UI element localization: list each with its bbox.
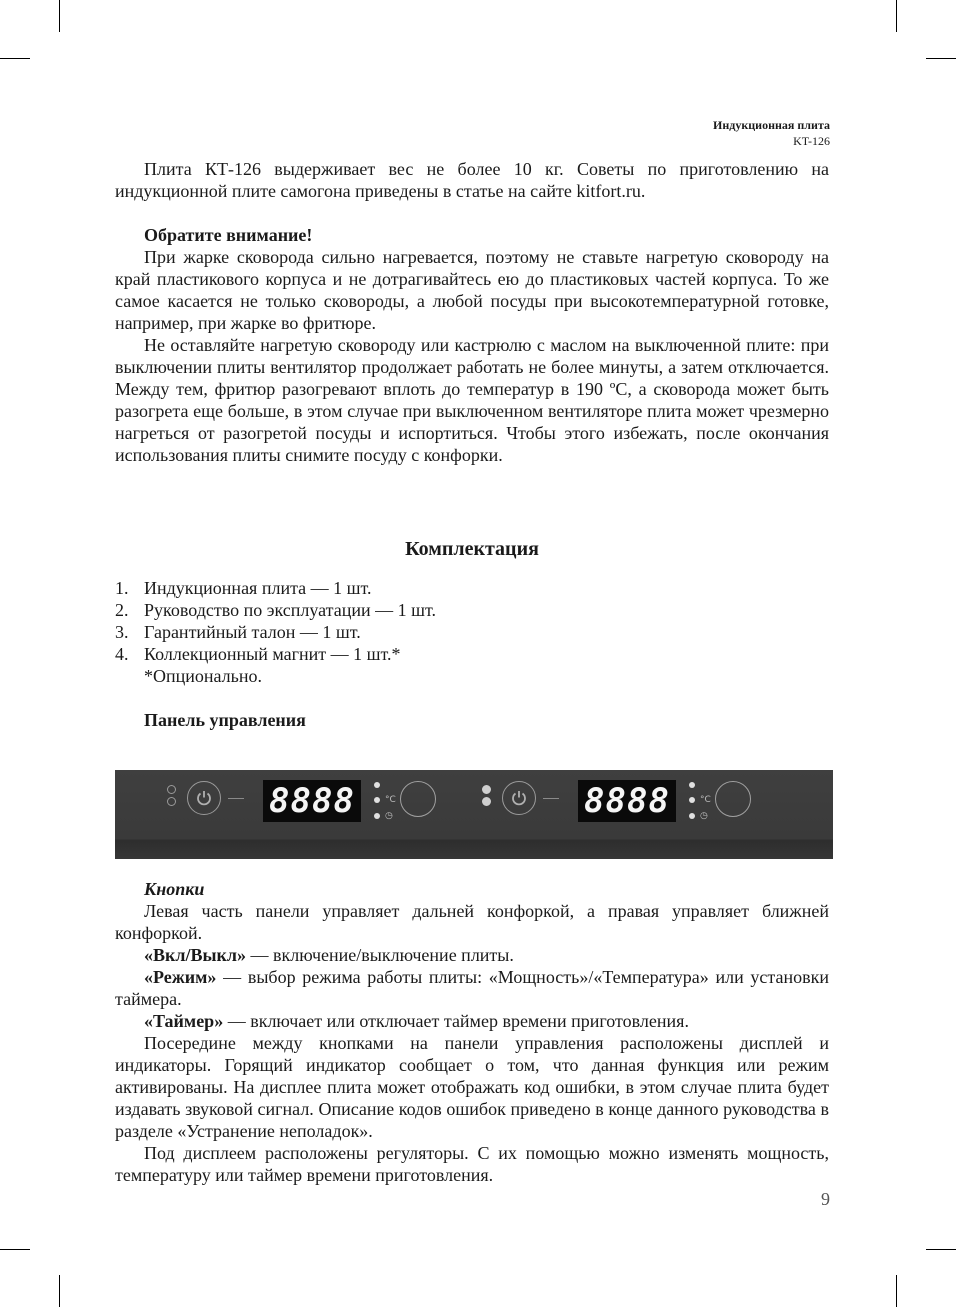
timer-icon: ◷ — [700, 811, 708, 821]
separator-dash — [543, 798, 559, 799]
indicator-led — [482, 785, 491, 794]
crop-mark — [926, 1249, 956, 1250]
buttons-intro: Левая часть панели управляет дальней конфоркой, а правая управляет ближней конфоркой. — [115, 901, 829, 943]
kit-list — [115, 577, 829, 665]
page-number: 9 — [821, 1189, 830, 1209]
temperature-unit: °C — [385, 795, 396, 805]
crop-mark — [926, 58, 956, 59]
page-header — [713, 117, 830, 149]
header-title: Индукционная плита — [713, 118, 830, 132]
regulators-paragraph: Под дисплеем расположены регуляторы. С их помощью можно изменять мощность, температуру или таймер времени приготовления. — [115, 1143, 829, 1185]
panel-zone-left — [115, 770, 435, 830]
temperature-unit: °C — [700, 795, 711, 805]
timer-description: «Таймер» — включает или отключает таймер времени приготовления. — [144, 1011, 689, 1031]
crop-mark — [59, 0, 60, 32]
power-icon — [195, 789, 213, 807]
list-item: 1. Индукционная плита — 1 шт. — [115, 578, 372, 598]
mode-button — [715, 781, 751, 817]
power-button — [187, 781, 221, 815]
indicator-dot — [374, 782, 380, 788]
panel-heading: Панель управления — [144, 710, 306, 730]
crop-mark — [0, 58, 30, 59]
list-item: 3. Гарантийный талон — 1 шт. — [115, 622, 361, 642]
indicator-dot — [689, 782, 695, 788]
led-display: 8888 — [578, 780, 676, 822]
led-display: 8888 — [263, 780, 361, 822]
main-text — [115, 158, 829, 731]
timer-icon: ◷ — [385, 811, 393, 821]
panel-zone-right — [430, 770, 750, 830]
power-icon — [510, 789, 528, 807]
separator-dash — [228, 798, 244, 799]
indicator-dot — [374, 813, 380, 819]
indicator-led — [482, 797, 491, 806]
indicator-dot — [689, 813, 695, 819]
list-item: 4. Коллекционный магнит — 1 шт.* — [115, 644, 401, 664]
kit-note: *Опционально. — [144, 666, 263, 686]
crop-mark — [896, 0, 897, 32]
indicator-led — [167, 797, 176, 806]
attention-paragraph-2: Не оставляйте нагретую сковороду или кастрюлю с маслом на выключенной плите: при выключении плиты вентилятор продолжает работать не более минуты, а затем отключается. Между тем, фритюр разогревают вплоть до температур в 190 ºС, а сковорода может быть разогрета еще больше, в этом случае при выключенном вентиляторе плита может чрезмерно нагреться от разогретой посуды и испортиться. Чтобы этого избежать, после окончания использования плиты снимите посуду с конфорки. — [115, 335, 829, 465]
indicators-paragraph: Посередине между кнопками на панели управления расположены дисплей и индикаторы. Горящий индикатор сообщает о том, что данная функция или режим активированы. На дисплее плита может отображать код ошибки, в этом случае плита будет издавать звуковой сигнал. Описание кодов ошибок приведено в конце данного руководства в разделе «Устранение неполадок». — [115, 1033, 829, 1141]
control-panel-image — [115, 770, 833, 859]
intro-paragraph: Плита КТ-126 выдерживает вес не более 10 кг. Советы по приготовлению на индукционной плите самогона приведены в статье на сайте kitfort.ru. — [115, 159, 829, 201]
mode-description: «Режим» — выбор режима работы плиты: «Мощность»/«Температура» или установки таймера. — [115, 967, 829, 1009]
indicator-dot — [689, 797, 695, 803]
power-button — [502, 781, 536, 815]
power-description: «Вкл/Выкл» — включение/выключение плиты. — [144, 945, 514, 965]
header-model: KT-126 — [793, 134, 830, 148]
crop-mark — [0, 1249, 30, 1250]
crop-mark — [896, 1275, 897, 1307]
attention-heading: Обратите внимание! — [144, 225, 313, 245]
attention-paragraph-1: При жарке сковорода сильно нагревается, поэтому не ставьте нагретую сковороду на край пластикового корпуса и не дотрагивайтесь ею до пластиковых частей корпуса. То же самое касается не только сковороды, а любой посуды при высокотемпературной готовке, например, при жарке во фритюре. — [115, 247, 829, 333]
buttons-section — [115, 878, 829, 1186]
crop-mark — [59, 1275, 60, 1307]
kit-title: Комплектация — [405, 538, 539, 560]
indicator-dot — [374, 797, 380, 803]
list-item: 2. Руководство по эксплуатации — 1 шт. — [115, 600, 436, 620]
buttons-heading: Кнопки — [144, 879, 205, 899]
indicator-led — [167, 785, 176, 794]
